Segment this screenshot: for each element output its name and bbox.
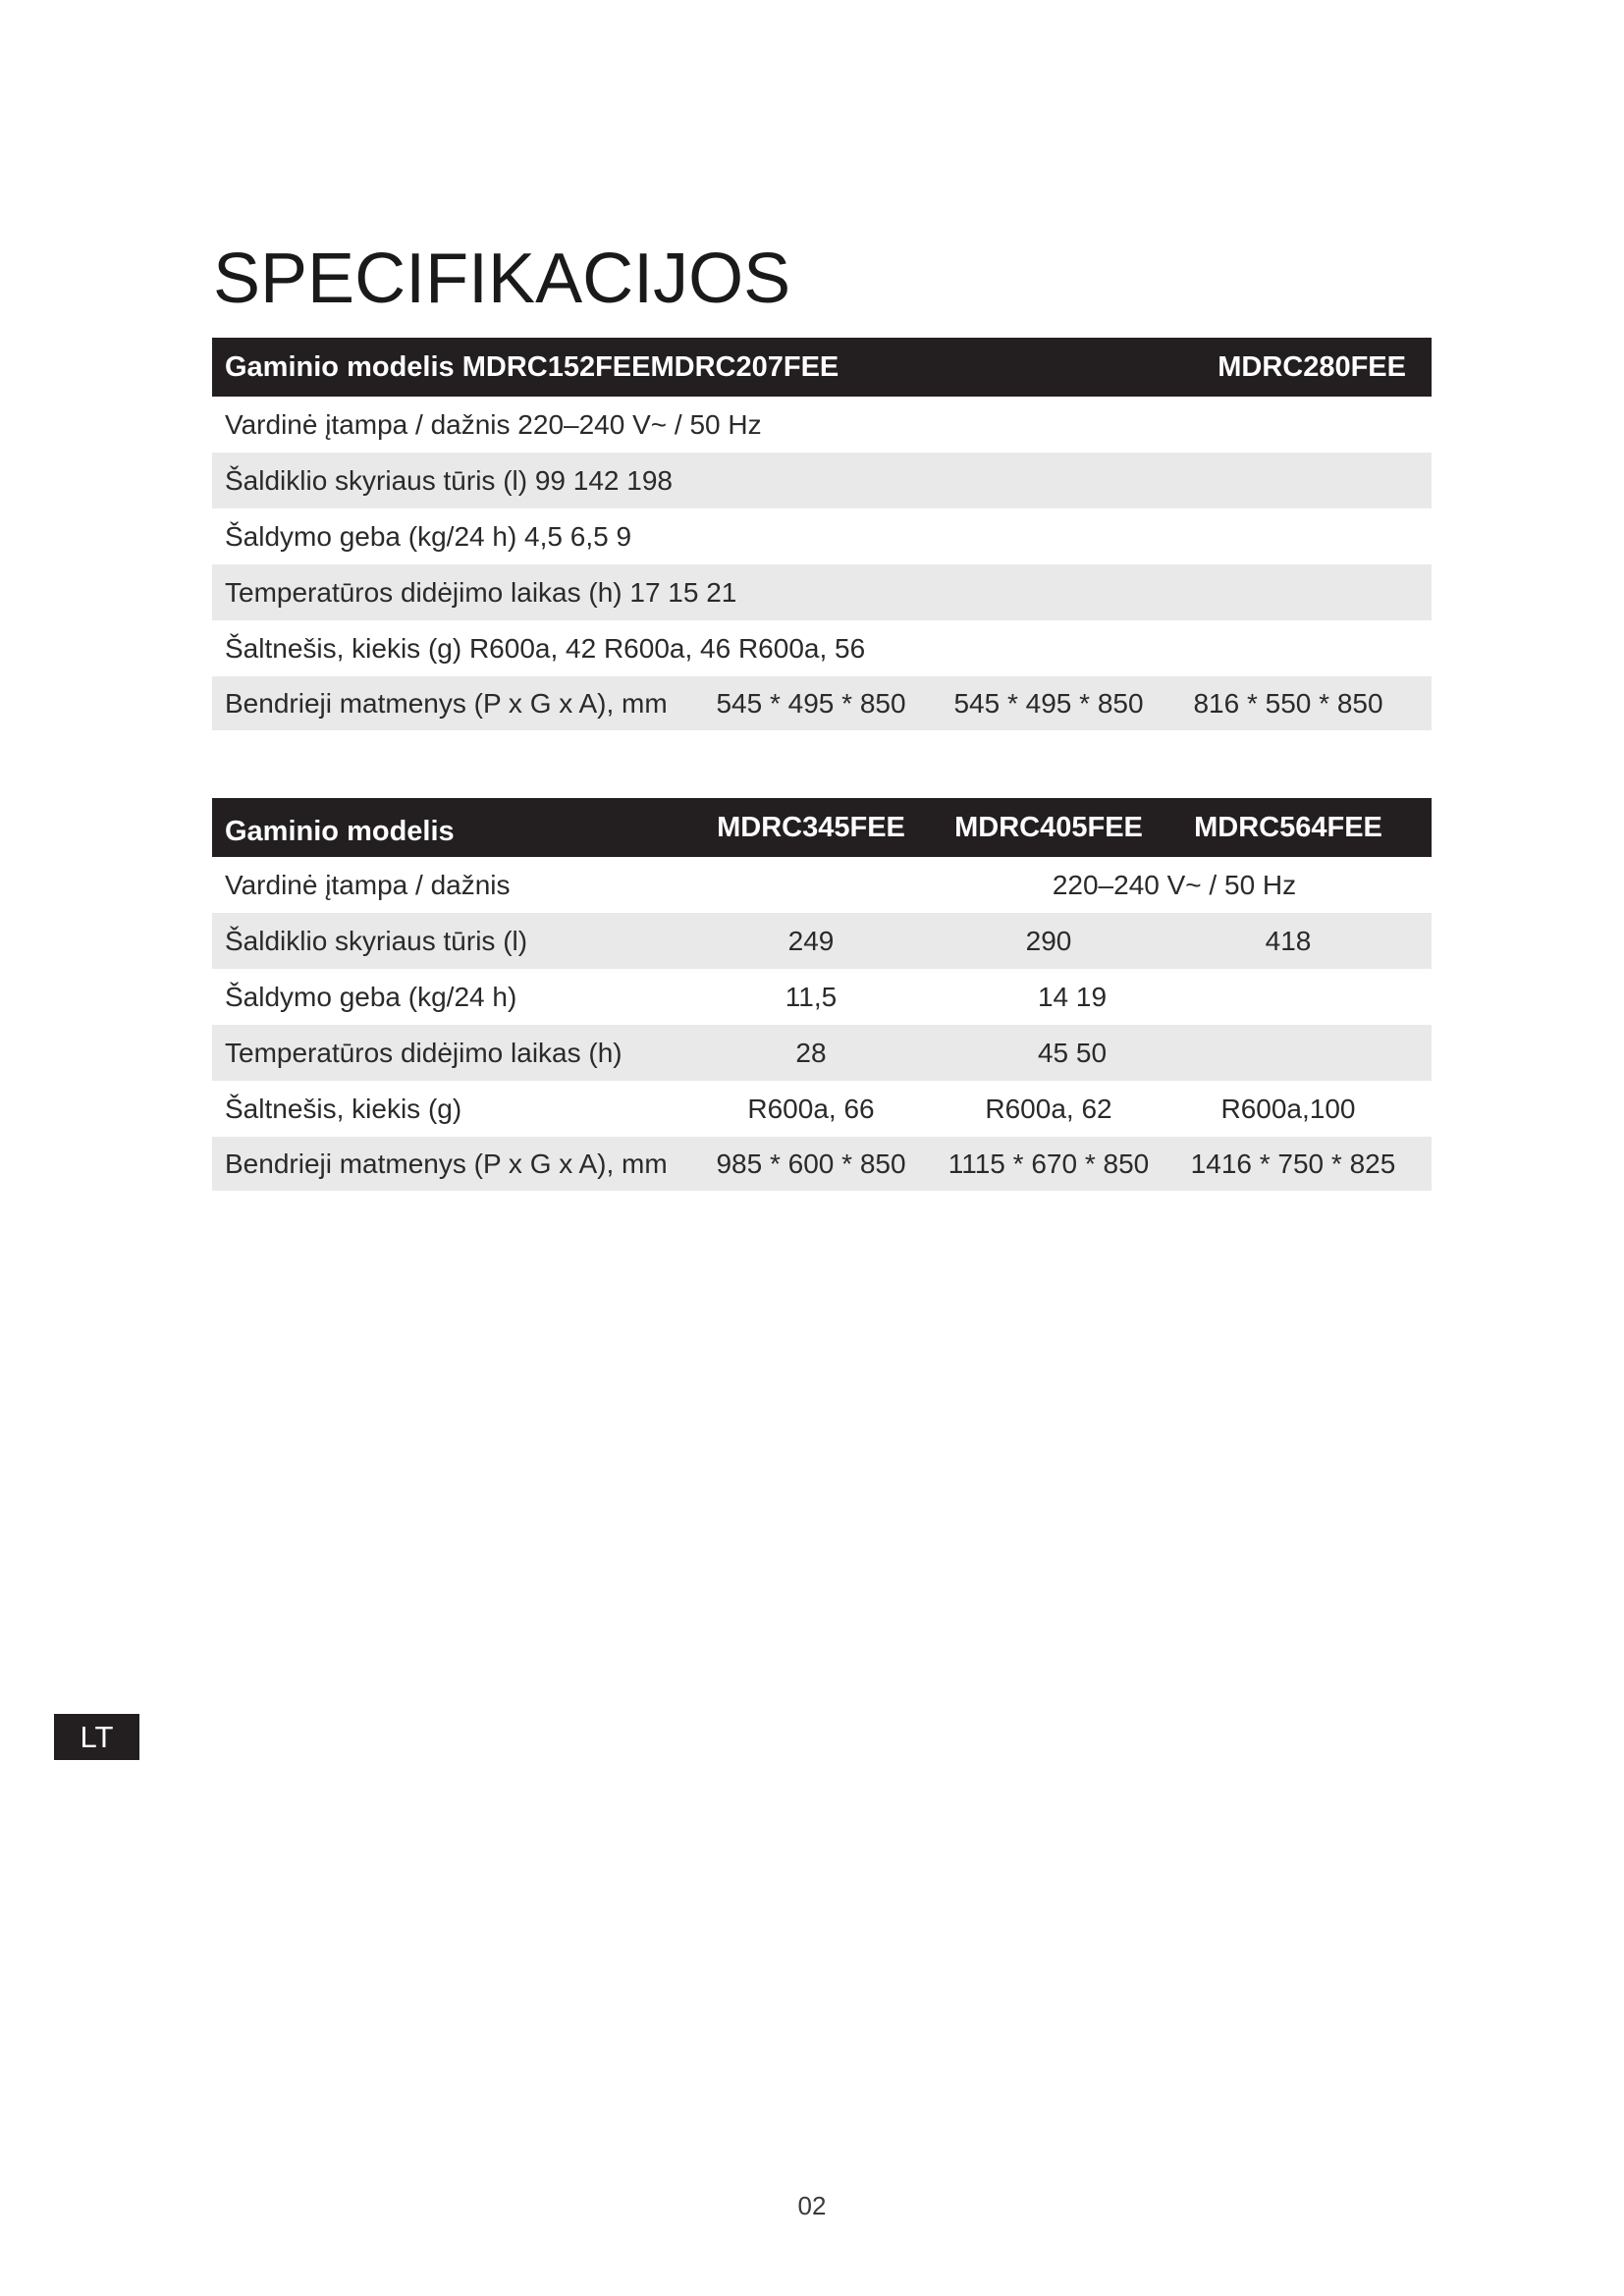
row-label: Bendrieji matmenys (P x G x A), mm xyxy=(225,688,668,719)
row-label: Vardinė įtampa / dažnis xyxy=(225,870,511,900)
spec-table-1 xyxy=(212,338,1432,730)
row-value: 45 50 xyxy=(1037,1038,1108,1068)
language-tab: LT xyxy=(54,1714,139,1760)
table-row xyxy=(212,453,1432,508)
row-value: 28 xyxy=(795,1038,827,1068)
table-row xyxy=(212,676,1432,730)
row-value: 1416 * 750 * 825 xyxy=(1190,1148,1396,1179)
table-row xyxy=(212,620,1432,676)
row-label: Temperatūros didėjimo laikas (h) 17 15 21 xyxy=(225,577,737,608)
row-value: 11,5 xyxy=(785,982,838,1012)
page-title: SPECIFIKACIJOS xyxy=(213,240,791,319)
header-model-name: MDRC280FEE xyxy=(1218,351,1406,383)
row-value: 816 * 550 * 850 xyxy=(1193,688,1383,719)
spec-table-2 xyxy=(212,798,1432,1191)
row-value: 545 * 495 * 850 xyxy=(953,688,1144,719)
header-model-name: MDRC345FEE xyxy=(717,812,905,843)
row-value: 220–240 V~ / 50 Hz xyxy=(1052,870,1297,900)
row-label: Bendrieji matmenys (P x G x A), mm xyxy=(225,1148,668,1179)
page-number: 02 xyxy=(797,2191,827,2220)
row-label: Vardinė įtampa / dažnis 220–240 V~ / 50 Hz xyxy=(225,409,762,440)
header-model-label: Gaminio modelis xyxy=(225,816,455,847)
row-label: Šaltnešis, kiekis (g) R600a, 42 R600a, 46 R600a, 56 xyxy=(225,633,866,664)
row-label: Šaldiklio skyriaus tūris (l) 99 142 198 xyxy=(225,465,673,496)
table-header xyxy=(212,798,1432,857)
row-value: 14 19 xyxy=(1037,982,1108,1012)
row-value: R600a, 62 xyxy=(985,1094,1112,1124)
table-row xyxy=(212,1081,1432,1137)
row-value: R600a,100 xyxy=(1220,1094,1356,1124)
row-value: 985 * 600 * 850 xyxy=(716,1148,906,1179)
table-row xyxy=(212,564,1432,620)
row-label: Temperatūros didėjimo laikas (h) xyxy=(225,1038,623,1068)
table-row xyxy=(212,1137,1432,1191)
row-value: 1115 * 670 * 850 xyxy=(947,1148,1150,1179)
table-row xyxy=(212,1025,1432,1081)
row-label: Šaltnešis, kiekis (g) xyxy=(225,1094,462,1124)
table-row xyxy=(212,857,1432,913)
header-model-name: MDRC405FEE xyxy=(954,812,1143,843)
row-value: 249 xyxy=(787,926,835,956)
row-label: Šaldymo geba (kg/24 h) xyxy=(225,982,517,1012)
row-value: 418 xyxy=(1265,926,1312,956)
table-row xyxy=(212,397,1432,453)
row-value: 290 xyxy=(1025,926,1072,956)
table-header xyxy=(212,338,1432,397)
row-label: Šaldymo geba (kg/24 h) 4,5 6,5 9 xyxy=(225,521,632,552)
header-model-name: MDRC564FEE xyxy=(1194,812,1382,843)
header-model-label: Gaminio modelis MDRC152FEEMDRC207FEE xyxy=(225,351,839,383)
row-value: 545 * 495 * 850 xyxy=(716,688,906,719)
row-label: Šaldiklio skyriaus tūris (l) xyxy=(225,926,528,956)
table-row xyxy=(212,969,1432,1025)
table-row xyxy=(212,913,1432,969)
row-value: R600a, 66 xyxy=(747,1094,875,1124)
table-row xyxy=(212,508,1432,564)
